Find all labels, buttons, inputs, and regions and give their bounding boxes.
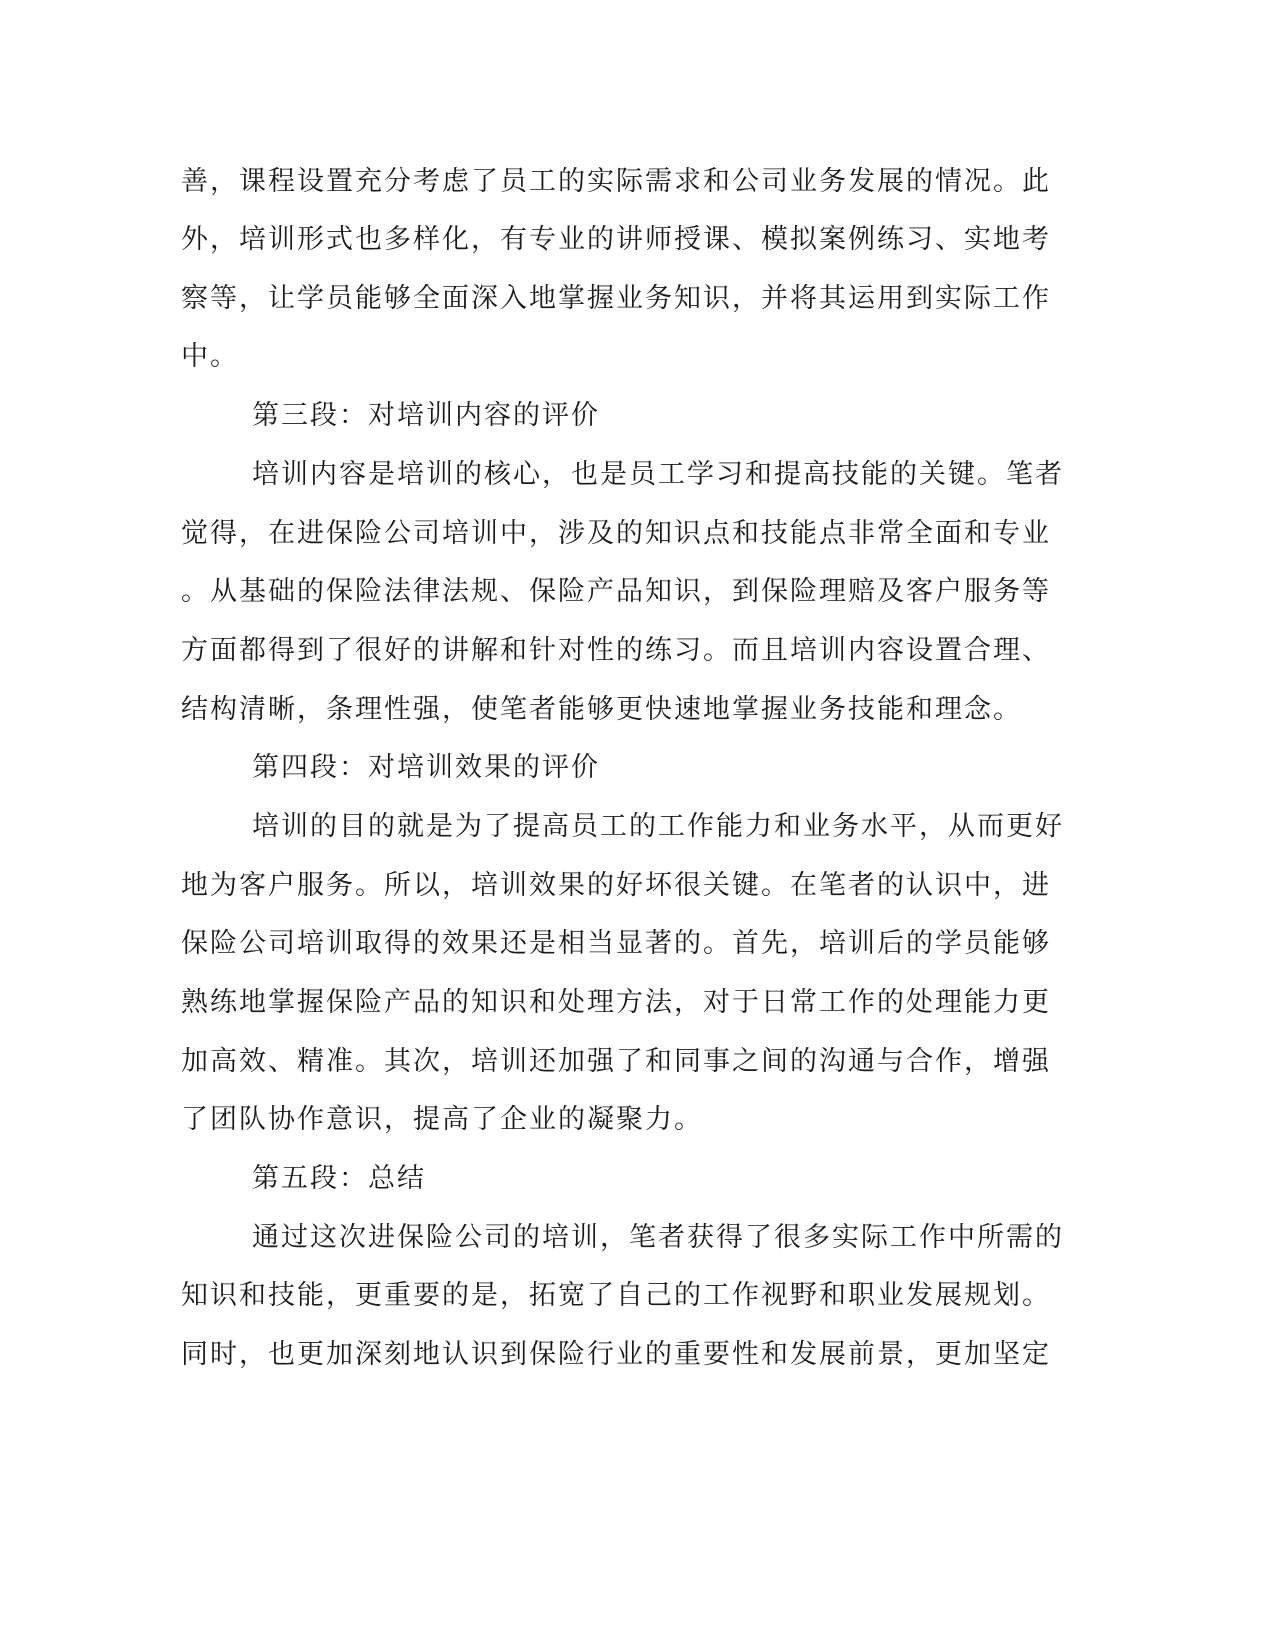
paragraph-3-line-1: 培训内容是培训的核心，也是员工学习和提高技能的关键。笔者 (252, 459, 1064, 490)
paragraph-5-line-2: 知识和技能，更重要的是，拓宽了自己的工作视野和职业发展规划。 (181, 1280, 1051, 1311)
paragraph-3-line-4: 方面都得到了很好的讲解和针对性的练习。而且培训内容设置合理、 (181, 635, 1051, 666)
paragraph-3-line-2: 觉得，在进保险公司培训中，涉及的知识点和技能点非常全面和专业 (181, 518, 1051, 549)
paragraph-5-line-1: 通过这次进保险公司的培训，笔者获得了很多实际工作中所需的 (252, 1222, 1064, 1253)
paragraph-4-line-2: 地为客户服务。所以，培训效果的好坏很关键。在笔者的认识中，进 (181, 870, 1051, 901)
section-heading-4: 第四段：对培训效果的评价 (252, 752, 600, 783)
paragraph-4-line-5: 加高效、精准。其次，培训还加强了和同事之间的沟通与合作，增强 (181, 1046, 1051, 1077)
paragraph-3-line-3: 。从基础的保险法律法规、保险产品知识，到保险理赔及客户服务等 (181, 576, 1051, 607)
paragraph-4-line-4: 熟练地掌握保险产品的知识和处理方法，对于日常工作的处理能力更 (181, 987, 1051, 1018)
paragraph-1-line-3: 察等，让学员能够全面深入地掌握业务知识，并将其运用到实际工作 (181, 283, 1051, 314)
section-heading-3: 第三段：对培训内容的评价 (252, 400, 600, 431)
paragraph-3-line-5: 结构清晰，条理性强，使笔者能够更快速地掌握业务技能和理念。 (181, 694, 1022, 725)
paragraph-4-line-3: 保险公司培训取得的效果还是相当显著的。首先，培训后的学员能够 (181, 928, 1051, 959)
section-heading-5: 第五段：总结 (252, 1163, 426, 1194)
paragraph-1-line-1: 善，课程设置充分考虑了员工的实际需求和公司业务发展的情况。此 (181, 166, 1051, 197)
paragraph-1-line-2: 外，培训形式也多样化，有专业的讲师授课、模拟案例练习、实地考 (181, 224, 1051, 255)
paragraph-5-line-3: 同时，也更加深刻地认识到保险行业的重要性和发展前景，更加坚定 (181, 1339, 1051, 1370)
paragraph-4-line-1: 培训的目的就是为了提高员工的工作能力和业务水平，从而更好 (252, 811, 1064, 842)
paragraph-1-line-4: 中。 (181, 341, 239, 372)
paragraph-4-line-6: 了团队协作意识，提高了企业的凝聚力。 (181, 1104, 703, 1135)
